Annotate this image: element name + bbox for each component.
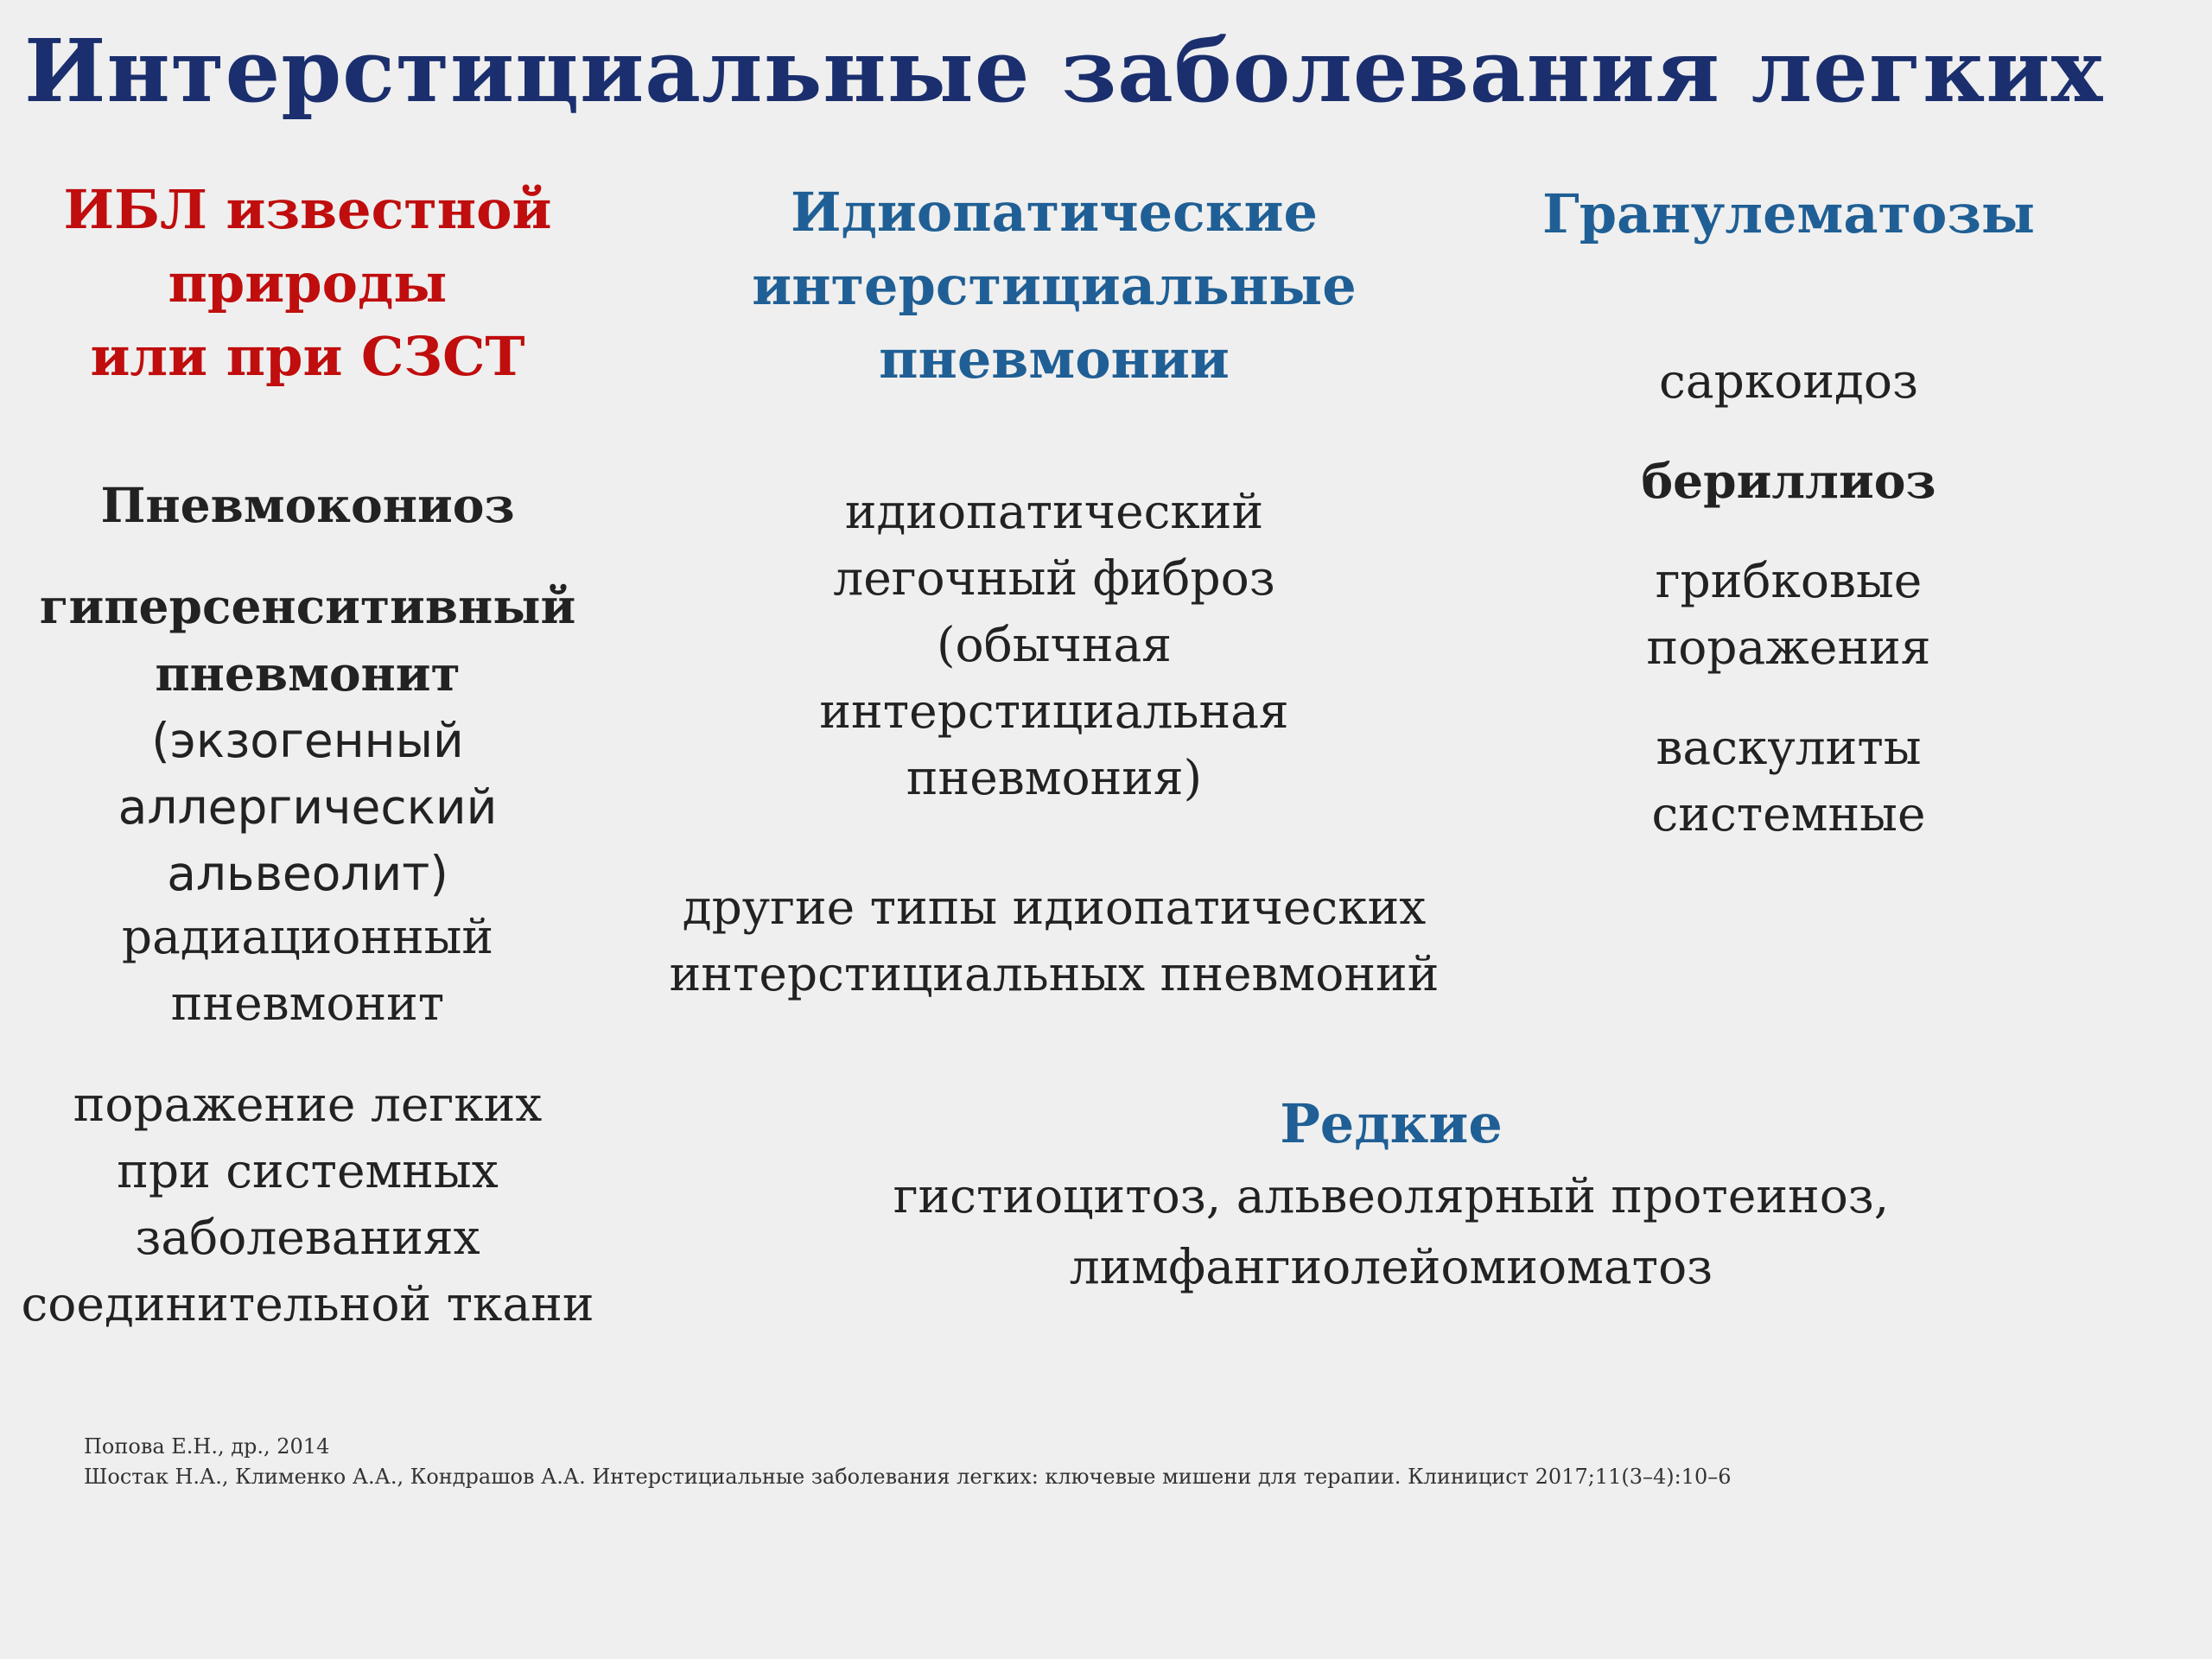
item-hp-bold: гиперсенситивный пневмонит xyxy=(39,578,576,702)
column-heading-idiopathic: Идиопатические интерстициальные пневмонии xyxy=(752,181,1357,391)
rare-heading: Редкие xyxy=(1280,1092,1503,1155)
item-systemic-ctd: поражение легких при системных заболеваниях соединительной ткани xyxy=(21,1077,594,1332)
item-sarcoidosis: саркоидоз xyxy=(1659,353,1918,409)
item-vasculitis: васкулиты системные xyxy=(1651,720,1926,842)
item-radiation-pneumonitis: радиационный пневмонит xyxy=(121,909,494,1031)
column-heading-known-cause: ИБЛ известной природы или при СЗСТ xyxy=(63,178,552,388)
item-hypersensitivity-pneumonitis xyxy=(0,573,615,907)
item-other-iip: другие типы идиопатических интерстициальных пневмоний xyxy=(669,880,1440,1001)
slide-title: Интерстициальные заболевания легких xyxy=(24,20,2104,122)
item-pneumoconiosis: Пневмокониоз xyxy=(100,477,515,533)
reference-line-2: Шостак Н.А., Клименко А.А., Кондрашов А.А. Интерстициальные заболевания легких: ключевые мишени для терапии. Клиницист 2017;11(3–4):10–6 xyxy=(84,1465,1732,1489)
item-fungal: грибковые поражения xyxy=(1646,553,1931,675)
item-hp-rest-2: аллергический альвеолит) xyxy=(118,779,498,901)
item-hp-rest-1: (экзогенный xyxy=(151,713,464,768)
item-ipf: идиопатический легочный фиброз (обычная интерстициальная пневмония) xyxy=(819,484,1289,805)
column-heading-granulomatoses: Гранулематозы xyxy=(1541,182,2036,245)
item-berylliosis: бериллиоз xyxy=(1641,453,1936,509)
rare-text: гистиоцитоз, альвеолярный протеиноз, лимфангиолейомиоматоз xyxy=(893,1168,1890,1294)
reference-line-1: Попова Е.Н., др., 2014 xyxy=(84,1434,330,1459)
